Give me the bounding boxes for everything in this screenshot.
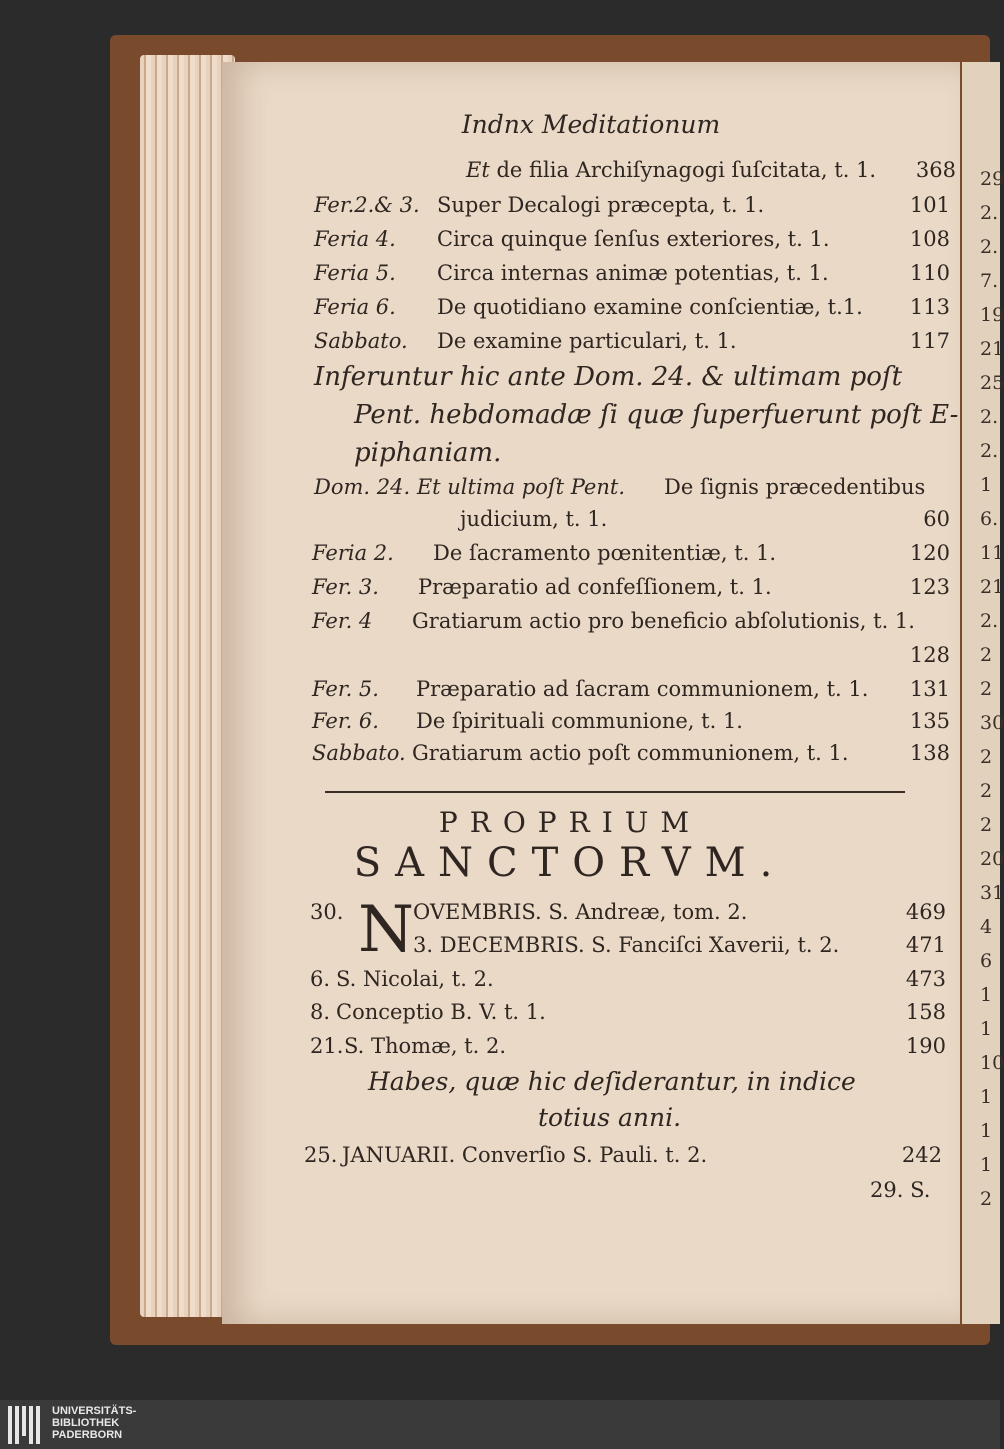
library-logo-icon bbox=[8, 1406, 42, 1444]
entry2-text-5: Gratiarum actio poſt communionem, t. 1. bbox=[412, 741, 849, 765]
next-page-number: 1 bbox=[980, 984, 993, 1006]
next-page-number: 20 bbox=[980, 848, 1004, 870]
entry2-text-0: De ſacramento pœnitentiæ, t. 1. bbox=[433, 541, 777, 565]
next-page-number: 1 bbox=[980, 1120, 993, 1142]
next-page-number: 11 bbox=[980, 542, 1004, 564]
next-page-number: 2. bbox=[980, 202, 999, 224]
januarii-label: 25. bbox=[304, 1143, 338, 1167]
next-page-number: 2 bbox=[980, 1188, 993, 1210]
entry2-label-5: Sabbato. bbox=[312, 741, 406, 765]
saint-page-4: 190 bbox=[905, 1034, 946, 1058]
next-page-number: 2 bbox=[980, 746, 993, 768]
insert-note-line1: Inferuntur hic ante Dom. 24. & ultimam poſt bbox=[314, 362, 903, 392]
saint-page-3: 158 bbox=[905, 1000, 946, 1024]
next-page-number: 2 bbox=[980, 678, 993, 700]
entry2-text-3: Præparatio ad ſacram communionem, t. 1. bbox=[416, 677, 869, 701]
next-page-number: 2. bbox=[980, 236, 999, 258]
saint-text-4: S. Thomæ, t. 2. bbox=[344, 1034, 506, 1058]
catchword: 29. S. bbox=[870, 1178, 931, 1202]
next-page-number: 2. bbox=[980, 610, 999, 632]
next-page-number: 6. bbox=[980, 508, 999, 530]
saint-label-2: 6. bbox=[310, 967, 331, 991]
next-page-number: 2 bbox=[980, 780, 993, 802]
dom24-text2: judicium, t. 1. bbox=[460, 507, 608, 531]
next-page-number: 1 bbox=[980, 474, 993, 496]
entry2-label-2: Fer. 4 bbox=[312, 609, 373, 633]
section-title-2: SANCTORVM. bbox=[353, 840, 787, 886]
saint-label-3: 8. bbox=[310, 1000, 331, 1024]
next-page-number: 19 bbox=[980, 304, 1004, 326]
next-page-number: 25 bbox=[980, 372, 1004, 394]
entry2-label-1: Fer. 3. bbox=[312, 575, 379, 599]
saint-page-0: 469 bbox=[905, 900, 946, 924]
entry-text-0: Et de filia Archiſynagogi ſuſcitata, t. 1. bbox=[466, 158, 877, 182]
saint-text-0: OVEMBRIS. S. Andreæ, tom. 2. bbox=[413, 900, 748, 924]
entry-page-3: 110 bbox=[909, 261, 950, 285]
next-page-number: 29 bbox=[980, 168, 1004, 190]
next-page-number: 6 bbox=[980, 950, 993, 972]
entry2-text-4: De ſpirituali communione, t. 1. bbox=[416, 709, 743, 733]
entry-label-2: Feria 4. bbox=[314, 227, 396, 251]
entry2-page-4: 135 bbox=[909, 709, 950, 733]
entry2-page-2: 128 bbox=[909, 643, 950, 667]
next-page-number: 1 bbox=[980, 1154, 993, 1176]
next-page-number: 4 bbox=[980, 916, 993, 938]
dom24-text: De ſignis præcedentibus bbox=[664, 475, 926, 499]
drop-initial: N bbox=[358, 893, 414, 967]
saint-text-1: 3. DECEMBRIS. S. Fanciſci Xaverii, t. 2. bbox=[413, 933, 840, 957]
entry-text-5: De examine particulari, t. 1. bbox=[437, 329, 737, 353]
habes-line2: totius anni. bbox=[538, 1103, 682, 1132]
next-page-number: 1 bbox=[980, 1086, 993, 1108]
saint-page-2: 473 bbox=[905, 967, 946, 991]
library-line1: UNIVERSITÄTS- bbox=[52, 1405, 137, 1417]
next-page-number: 30 bbox=[980, 712, 1004, 734]
next-page-number: 2 bbox=[980, 814, 993, 836]
saint-page-1: 471 bbox=[905, 933, 946, 957]
dom24-label: Dom. 24. Et ultima poſt Pent. bbox=[314, 475, 625, 499]
januarii-text: JANUARII. Converſio S. Pauli. t. 2. bbox=[342, 1143, 708, 1167]
saint-text-2: S. Nicolai, t. 2. bbox=[336, 967, 494, 991]
januarii-page: 242 bbox=[901, 1143, 942, 1167]
next-page-number: 21 bbox=[980, 576, 1004, 598]
entry-0-text: de filia Archiſynagogi ſuſcitata, t. 1. bbox=[496, 158, 877, 182]
entry-label-1: Fer.2.& 3. bbox=[314, 193, 420, 217]
entry-page-2: 108 bbox=[909, 227, 950, 251]
entry2-label-3: Fer. 5. bbox=[312, 677, 379, 701]
running-title: Indnx Meditationum bbox=[461, 110, 721, 139]
entry2-page-5: 138 bbox=[909, 741, 950, 765]
entry-text-4: De quotidiano examine conſcientiæ, t.1. bbox=[437, 295, 863, 319]
library-footer bbox=[0, 1400, 1000, 1449]
next-page-number: 2 bbox=[980, 644, 993, 666]
saint-label-0: 30. bbox=[310, 900, 344, 924]
library-name bbox=[52, 1405, 136, 1441]
entry2-page-1: 123 bbox=[909, 575, 950, 599]
entry-page-0: 368 bbox=[915, 158, 956, 182]
insert-note-line3: piphaniam. bbox=[354, 438, 502, 468]
entry-page-4: 113 bbox=[909, 295, 950, 319]
entry-label-4: Feria 6. bbox=[314, 295, 396, 319]
entry-text-2: Circa quinque ſenſus exteriores, t. 1. bbox=[437, 227, 830, 251]
entry2-page-3: 131 bbox=[909, 677, 950, 701]
next-page-number: 2. bbox=[980, 406, 999, 428]
entry-label-5: Sabbato. bbox=[314, 329, 408, 353]
insert-note-line2: Pent. hebdomadæ ſi quæ ſuperfuerunt poſt E- bbox=[354, 400, 959, 430]
entry2-text-1: Præparatio ad confeſſionem, t. 1. bbox=[418, 575, 772, 599]
entry2-label-0: Feria 2. bbox=[312, 541, 394, 565]
next-page-number: 2. bbox=[980, 440, 999, 462]
saint-label-4: 21. bbox=[310, 1034, 344, 1058]
entry-label-3: Feria 5. bbox=[314, 261, 396, 285]
library-line2: BIBLIOTHEK bbox=[52, 1417, 120, 1429]
entry2-text-2: Gratiarum actio pro beneficio abſolutionis, t. 1. bbox=[412, 609, 915, 633]
entry-text-3: Circa internas animæ potentias, t. 1. bbox=[437, 261, 829, 285]
next-page-number: 31 bbox=[980, 882, 1004, 904]
next-page-number: 1 bbox=[980, 1018, 993, 1040]
entry2-label-4: Fer. 6. bbox=[312, 709, 379, 733]
saint-text-3: Conceptio B. V. t. 1. bbox=[336, 1000, 546, 1024]
section-title-1: PROPRIUM bbox=[438, 806, 702, 839]
library-line3: PADERBORN bbox=[52, 1429, 123, 1441]
entry-page-1: 101 bbox=[909, 193, 950, 217]
next-page-number: 10 bbox=[980, 1052, 1004, 1074]
next-page-number: 21 bbox=[980, 338, 1004, 360]
page-edges bbox=[140, 55, 235, 1317]
entry2-page-0: 120 bbox=[909, 541, 950, 565]
dom24-page: 60 bbox=[923, 507, 950, 531]
section-rule bbox=[325, 791, 905, 793]
entry-text-1: Super Decalogi præcepta, t. 1. bbox=[437, 193, 765, 217]
habes-line1: Habes, quæ hic deſiderantur, in indice bbox=[368, 1067, 856, 1096]
entry-page-5: 117 bbox=[909, 329, 950, 353]
next-page-number: 7. bbox=[980, 270, 999, 292]
